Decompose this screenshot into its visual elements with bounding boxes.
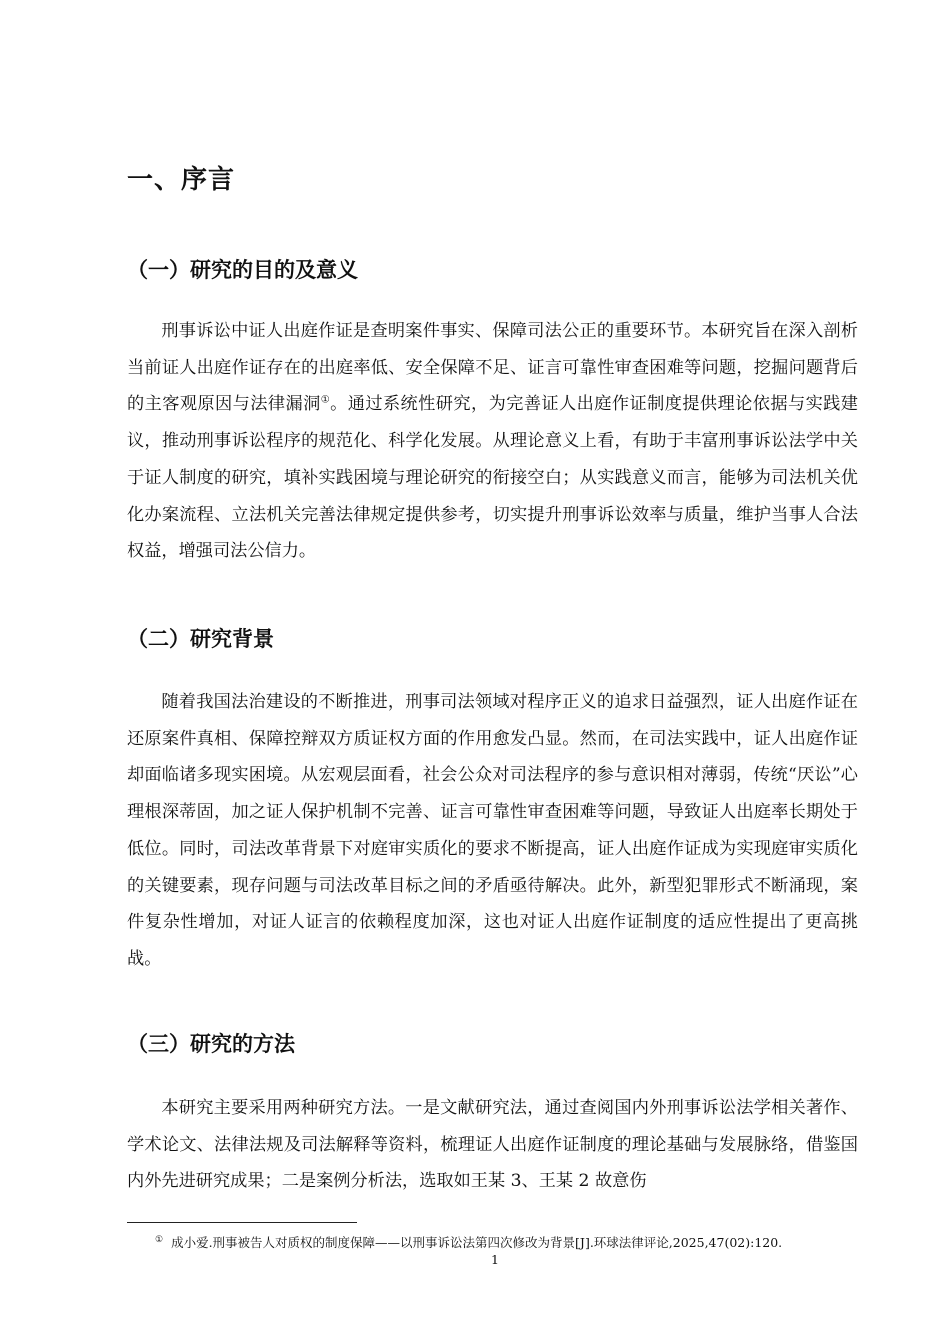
paragraph-text: 。通过系统性研究，为完善证人出庭作证制度提供理论依据与实践建议，推动刑事诉讼程序的规范化、科学化发展。从理论意义上看，有助于丰富刑事诉讼法学中关于证人制度的研究，填补实践困境与理论研究的衔接空白；从实践意义而言，能够为司法机关优化办案流程、立法机关完善法律规定提供参考，切实提升刑事诉讼效率与质量，维护当事人合法权益，增强司法公信力。 bbox=[127, 394, 858, 562]
footnote-separator bbox=[127, 1222, 357, 1223]
page-number: 1 bbox=[491, 1252, 499, 1267]
section-paragraph-purpose bbox=[127, 313, 858, 570]
footnote-reference[interactable]: ① bbox=[320, 394, 331, 406]
section-paragraph-background: 随着我国法治建设的不断推进，刑事司法领域对程序正义的追求日益强烈，证人出庭作证在还原案件真相、保障控辩双方质证权方面的作用愈发凸显。然而，在司法实践中，证人出庭作证却面临诸多现实困境。从宏观层面看，社会公众对司法程序的参与意识相对薄弱，传统“厌讼”心理根深蒂固，加之证人保护机制不完善、证言可靠性审查困难等问题，导致证人出庭率长期处于低位。同时，司法改革背景下对庭审实质化的要求不断提高，证人出庭作证成为实现庭审实质化的关键要素，现存问题与司法改革目标之间的矛盾亟待解决。此外，新型犯罪形式不断涌现，案件复杂性增加，对证人证言的依赖程度加深，这也对证人出庭作证制度的适应性提出了更高挑战。 bbox=[127, 692, 858, 969]
section-paragraph-methods: 本研究主要采用两种研究方法。一是文献研究法，通过查阅国内外刑事诉讼法学相关著作、学术论文、法律法规及司法解释等资料，梳理证人出庭作证制度的理论基础与发展脉络，借鉴国内外先进研究成果；二是案例分析法，选取如王某 3、王某 2 故意伤 bbox=[127, 1098, 858, 1192]
section-heading-background: （二）研究背景 bbox=[127, 627, 274, 651]
section-heading-purpose: （一）研究的目的及意义 bbox=[127, 258, 358, 282]
footnote bbox=[155, 1234, 782, 1252]
chapter-title: 一、序言 bbox=[127, 165, 236, 195]
footnote-text: 成小爱.刑事被告人对质权的制度保障——以刑事诉讼法第四次修改为背景[J].环球法律评论,2025,47(02):120. bbox=[171, 1235, 783, 1250]
paragraph-text: 刑事诉讼中证人出庭作证是查明案件事实、保障司法公正的重要环节。本研究旨在深入剖析当前证人出庭作证存在的出庭率低、安全保障不足、证言可靠性审查困难等问题，挖掘问题背后的主客观原因与法律漏洞 bbox=[127, 321, 858, 415]
section-heading-methods: （三）研究的方法 bbox=[127, 1032, 295, 1056]
footnote-mark: ① bbox=[155, 1234, 164, 1245]
